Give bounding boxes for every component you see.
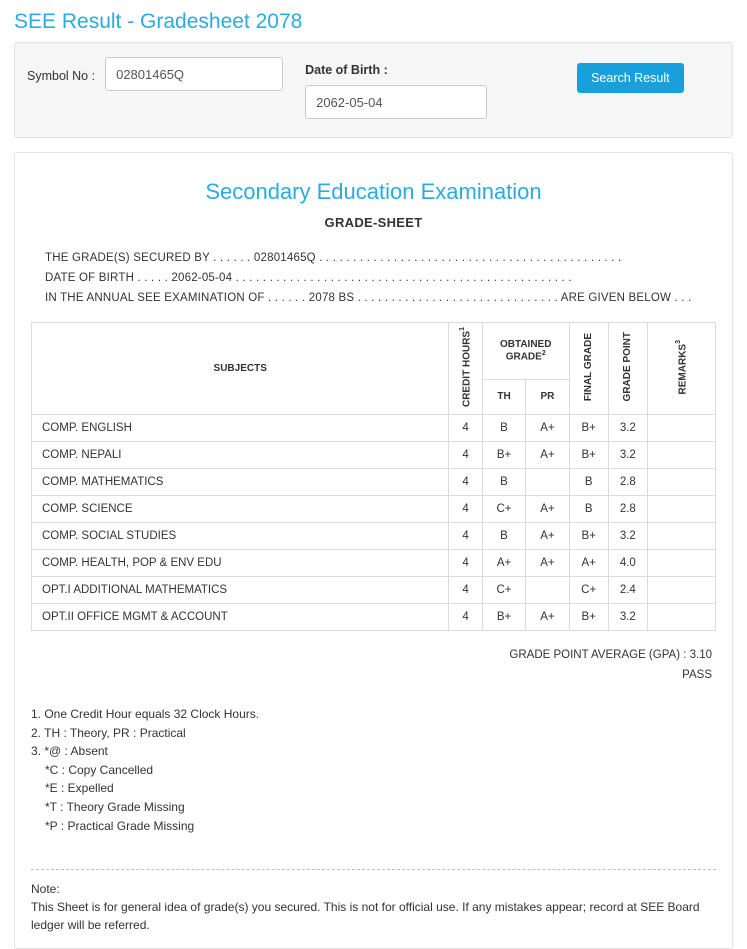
cell-grade-point: 2.8 bbox=[608, 469, 647, 496]
cell-grade-point: 3.2 bbox=[608, 523, 647, 550]
search-panel bbox=[14, 42, 733, 138]
cell-theory-grade: B bbox=[482, 523, 525, 550]
cell-theory-grade: B+ bbox=[482, 442, 525, 469]
cell-final-grade: B+ bbox=[569, 604, 608, 631]
footer-divider bbox=[31, 869, 716, 870]
symbol-no-input[interactable] bbox=[105, 57, 283, 91]
search-result-button[interactable]: Search Result bbox=[577, 63, 684, 93]
grades-table-body bbox=[32, 415, 716, 631]
footnote-3c: *T : Theory Grade Missing bbox=[45, 800, 185, 814]
cell-final-grade: B+ bbox=[569, 442, 608, 469]
date-of-birth-line: DATE OF BIRTH . . . . . 2062-05-04 . . . . . . . . . . . . . . . . . . . . . . . . . . . . . . . . . . . . . . . . . . . . . . . . . . bbox=[45, 272, 572, 284]
cell-credit-hours: 4 bbox=[449, 496, 482, 523]
symbol-field-group bbox=[27, 57, 283, 91]
cell-final-grade: B bbox=[569, 496, 608, 523]
cell-practical-grade bbox=[526, 469, 569, 496]
table-row bbox=[32, 415, 716, 442]
cell-theory-grade: B+ bbox=[482, 604, 525, 631]
cell-credit-hours: 4 bbox=[449, 415, 482, 442]
date-of-birth-label: Date of Birth : bbox=[305, 63, 388, 77]
symbol-input-wrap bbox=[105, 57, 283, 91]
footnote-1: 1. One Credit Hour equals 32 Clock Hours. bbox=[31, 707, 260, 722]
footnote-3b: *E : Expelled bbox=[45, 781, 114, 796]
cell-theory-grade: B bbox=[482, 469, 525, 496]
header-practical: PR bbox=[526, 379, 569, 414]
result-status: PASS bbox=[682, 669, 712, 682]
cell-remarks bbox=[647, 496, 715, 523]
cell-final-grade: A+ bbox=[569, 550, 608, 577]
cell-grade-point: 2.8 bbox=[608, 496, 647, 523]
cell-remarks bbox=[647, 604, 715, 631]
cell-final-grade: B+ bbox=[569, 523, 608, 550]
cell-remarks bbox=[647, 550, 715, 577]
cell-final-grade: C+ bbox=[569, 577, 608, 604]
footnote-3a: *C : Copy Cancelled bbox=[45, 762, 154, 777]
cell-grade-point: 3.2 bbox=[608, 442, 647, 469]
header-grade-point: GRADE POINT bbox=[608, 323, 647, 415]
header-subjects: SUBJECTS bbox=[32, 323, 449, 415]
cell-final-grade: B bbox=[569, 469, 608, 496]
cell-subject: COMP. ENGLISH bbox=[32, 415, 449, 442]
cell-grade-point: 2.4 bbox=[608, 577, 647, 604]
header-credit-hours: CREDIT HOURS$^1$ bbox=[449, 323, 482, 415]
cell-grade-point: 3.2 bbox=[608, 415, 647, 442]
table-row bbox=[32, 523, 716, 550]
header-theory: TH bbox=[482, 379, 525, 414]
cell-theory-grade: C+ bbox=[482, 577, 525, 604]
cell-remarks bbox=[647, 442, 715, 469]
secured-by-line: THE GRADE(S) SECURED BY . . . . . . 02801465Q . . . . . . . . . . . . . . . . . . . . . . . . . . . . . . . . . . . . . . . . . . . . . bbox=[45, 252, 622, 264]
footer-note-label: Note: bbox=[31, 882, 60, 897]
cell-remarks bbox=[647, 469, 715, 496]
page-title: SEE Result - Gradesheet 2078 bbox=[14, 10, 303, 33]
footer-note-text: This Sheet is for general idea of grade(s) you secured. This is not for official use. If any mistakes appear; record at SEE Board ledger will be referred. bbox=[31, 900, 700, 933]
header-obtained-grade: OBTAINED GRADE$^2$ bbox=[482, 323, 569, 380]
footnote-2: 2. TH : Theory, PR : Practical bbox=[31, 725, 186, 740]
dob-field-group bbox=[305, 57, 487, 119]
table-row bbox=[32, 496, 716, 523]
cell-credit-hours: 4 bbox=[449, 550, 482, 577]
cell-subject: OPT.II OFFICE MGMT & ACCOUNT bbox=[32, 604, 449, 631]
table-row bbox=[32, 442, 716, 469]
cell-credit-hours: 4 bbox=[449, 469, 482, 496]
cell-subject: COMP. MATHEMATICS bbox=[32, 469, 449, 496]
gradesheet-subtitle: GRADE-SHEET bbox=[324, 215, 423, 230]
table-row bbox=[32, 577, 716, 604]
cell-subject: COMP. HEALTH, POP & ENV EDU bbox=[32, 550, 449, 577]
date-of-birth-input[interactable] bbox=[305, 85, 487, 119]
gradesheet-card bbox=[14, 152, 733, 949]
header-row bbox=[32, 323, 716, 380]
cell-practical-grade: A+ bbox=[526, 415, 569, 442]
cell-practical-grade: A+ bbox=[526, 496, 569, 523]
cell-practical-grade bbox=[526, 577, 569, 604]
cell-subject: COMP. SOCIAL STUDIES bbox=[32, 523, 449, 550]
footnotes bbox=[31, 705, 716, 835]
cell-theory-grade: B bbox=[482, 415, 525, 442]
cell-remarks bbox=[647, 577, 715, 604]
cell-final-grade: B+ bbox=[569, 415, 608, 442]
cell-practical-grade: A+ bbox=[526, 523, 569, 550]
footnote-3d: *P : Practical Grade Missing bbox=[45, 818, 195, 833]
cell-grade-point: 4.0 bbox=[608, 550, 647, 577]
cell-subject: COMP. NEPALI bbox=[32, 442, 449, 469]
header-remarks: REMARKS$^3$ bbox=[647, 323, 715, 415]
cell-subject: OPT.I ADDITIONAL MATHEMATICS bbox=[32, 577, 449, 604]
header-final-grade: FINAL GRADE bbox=[569, 323, 608, 415]
symbol-no-label: Symbol No : bbox=[27, 69, 96, 83]
exam-title: Secondary Education Examination bbox=[205, 179, 542, 204]
footer-note bbox=[31, 880, 716, 934]
cell-remarks bbox=[647, 415, 715, 442]
cell-practical-grade: A+ bbox=[526, 604, 569, 631]
cell-credit-hours: 4 bbox=[449, 442, 482, 469]
cell-credit-hours: 4 bbox=[449, 523, 482, 550]
footnote-3: 3. *@ : Absent bbox=[31, 744, 108, 759]
cell-grade-point: 3.2 bbox=[608, 604, 647, 631]
grades-table bbox=[31, 322, 716, 631]
cell-practical-grade: A+ bbox=[526, 550, 569, 577]
cell-subject: COMP. SCIENCE bbox=[32, 496, 449, 523]
gpa-line: GRADE POINT AVERAGE (GPA) : 3.10 bbox=[509, 649, 712, 662]
table-row bbox=[32, 469, 716, 496]
table-row bbox=[32, 550, 716, 577]
cell-credit-hours: 4 bbox=[449, 604, 482, 631]
cell-credit-hours: 4 bbox=[449, 577, 482, 604]
cell-remarks bbox=[647, 523, 715, 550]
table-row bbox=[32, 604, 716, 631]
cell-theory-grade: A+ bbox=[482, 550, 525, 577]
cell-theory-grade: C+ bbox=[482, 496, 525, 523]
grades-table-head bbox=[32, 323, 716, 415]
cell-practical-grade: A+ bbox=[526, 442, 569, 469]
examination-year-line: IN THE ANNUAL SEE EXAMINATION OF . . . . . . 2078 BS . . . . . . . . . . . . . . . . . . . . . . . . . . . . . . ARE GIVEN BELOW . . . bbox=[45, 292, 692, 304]
